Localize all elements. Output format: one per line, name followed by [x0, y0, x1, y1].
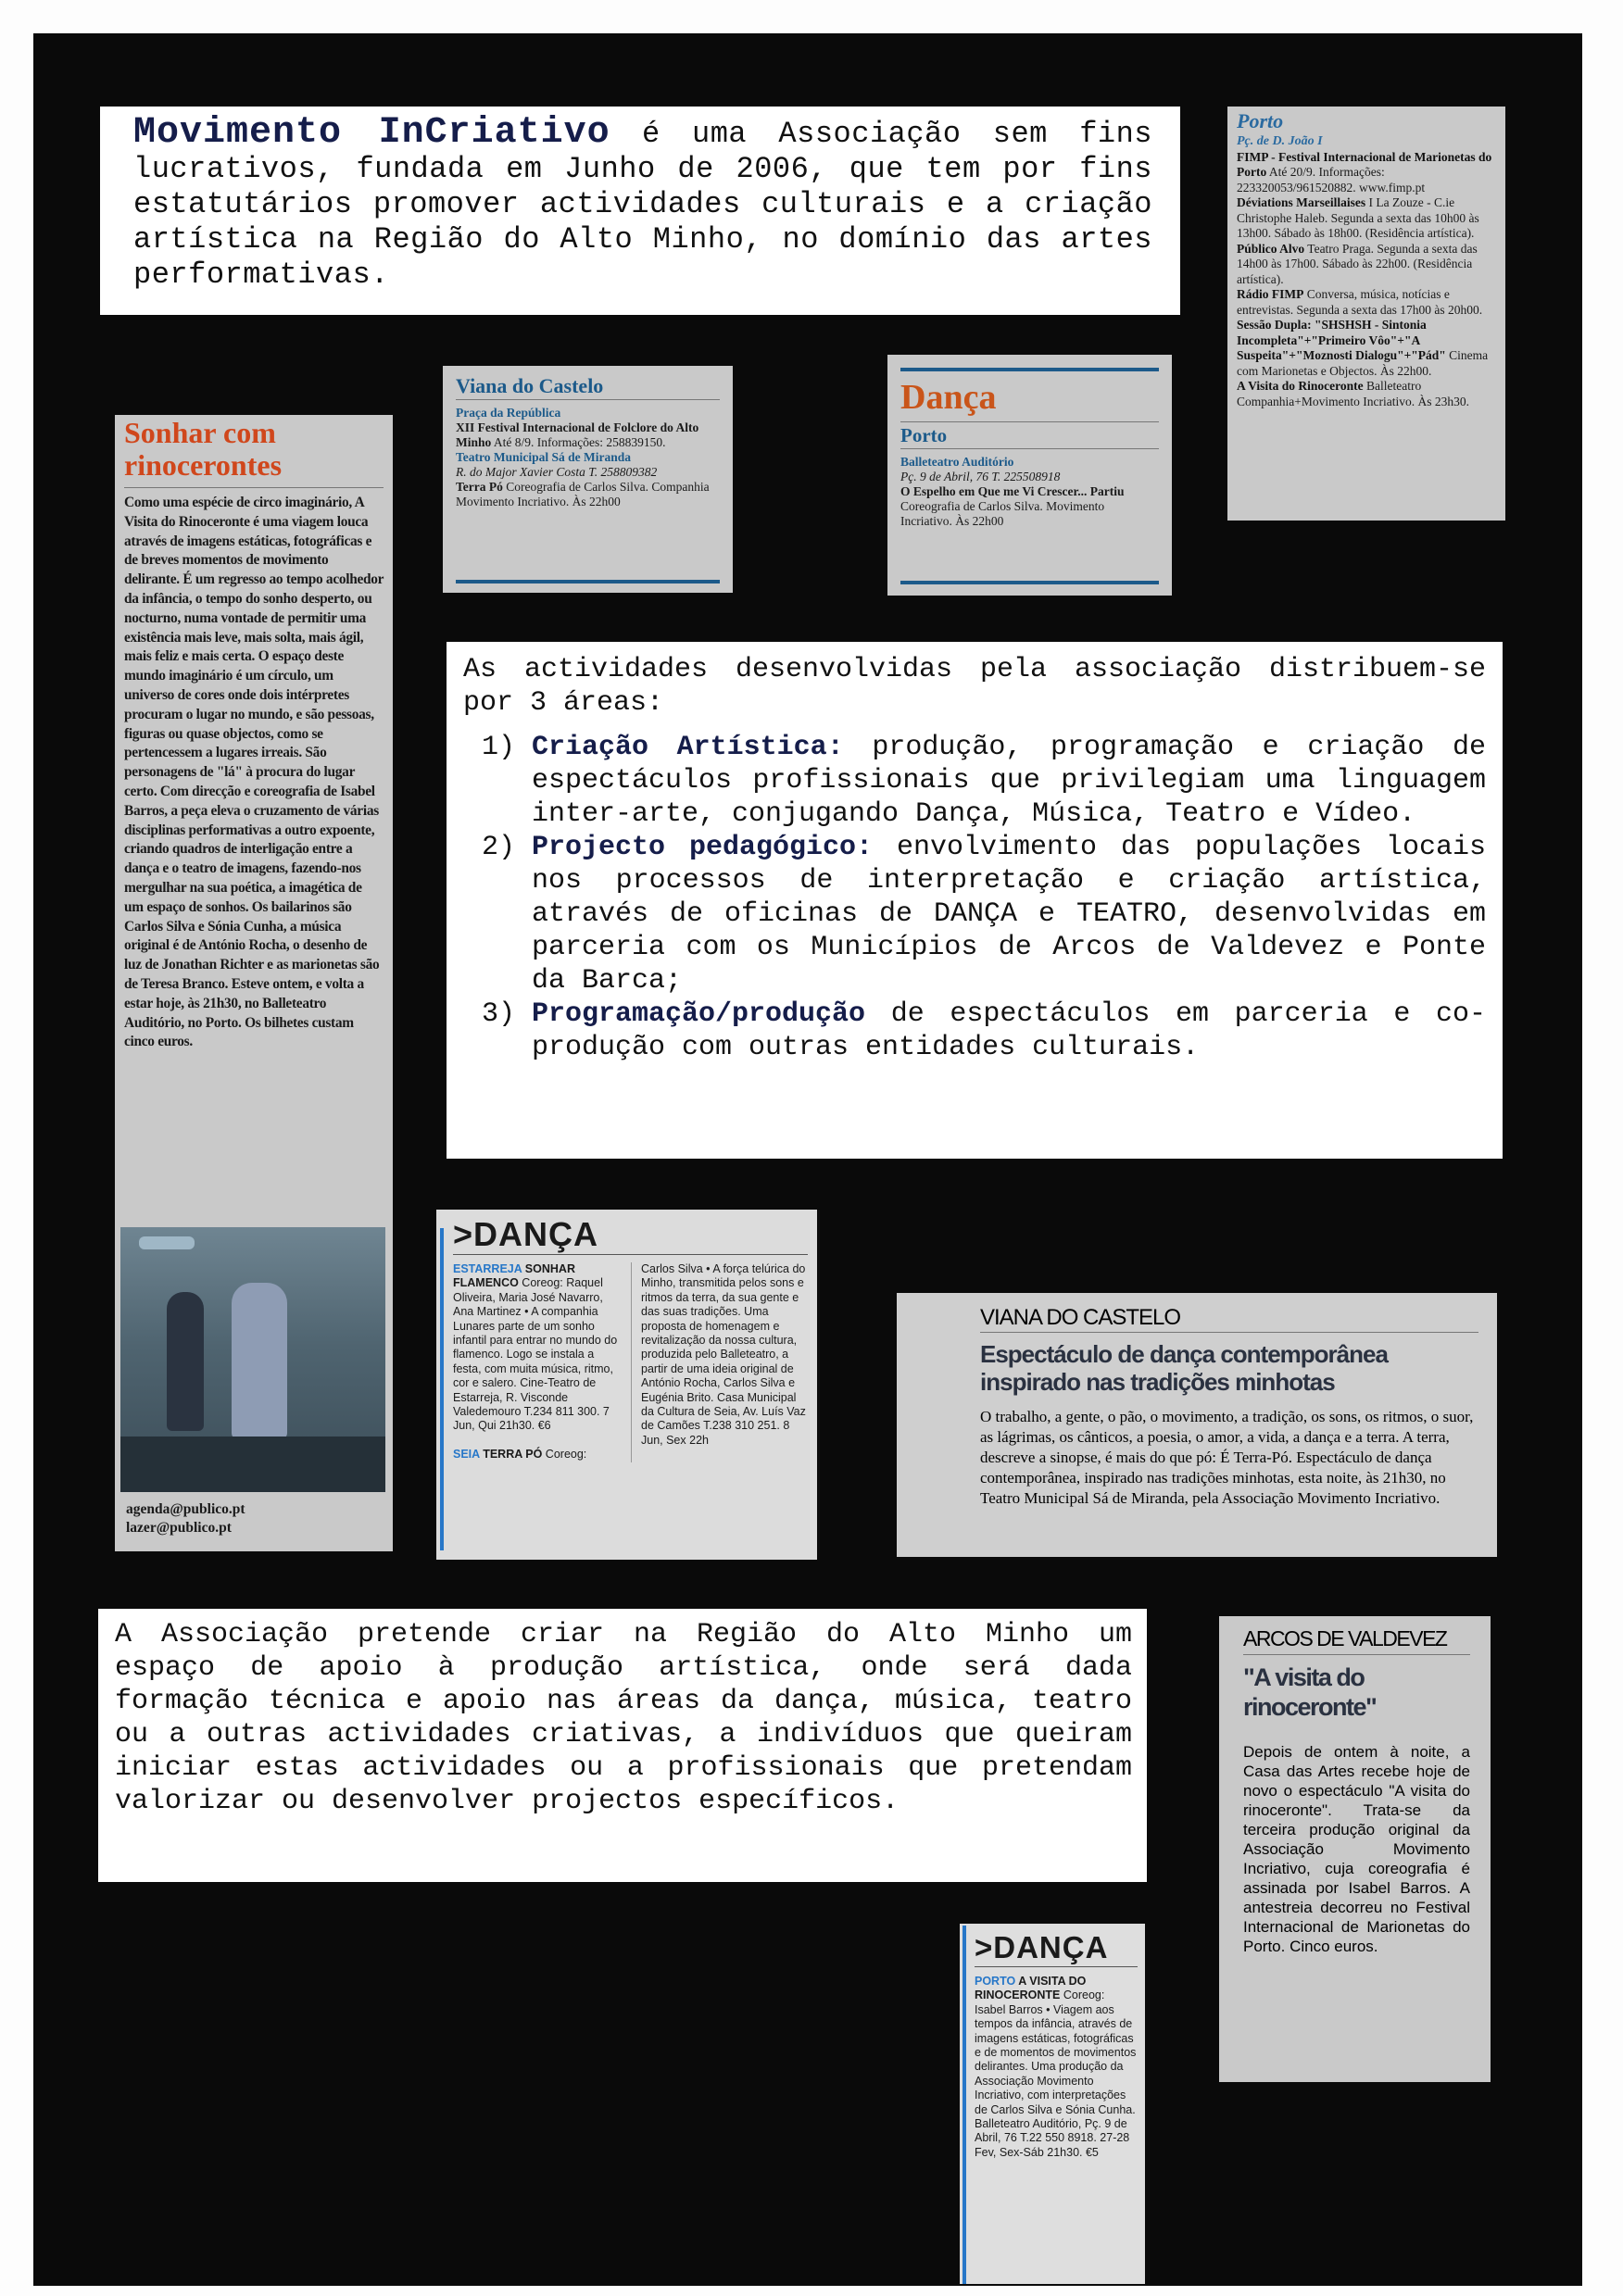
- viana-event1: XII Festival Internacional de Folclore do Alto Minho Até 8/9. Informações: 258839150.: [456, 420, 699, 449]
- danca-heading: Dança: [900, 378, 997, 417]
- porto-entry: FIMP - Festival Internacional de Marionetas do Porto Até 20/9. Informações: 223320053/961520882. www.fimp.pt: [1237, 149, 1492, 194]
- association-text: A Associação pretende criar na Região do Alto Minho um espaço de apoio à produção artística, onde será dada formação técnica e apoio nas áreas da dança, música, teatro ou a outras actividades criativas, a indivíduos que queiram iniciar estas actividades ou a profissionais que pretendam valorizar ou desenvolver projectos específicos.: [115, 1619, 1132, 1817]
- divider-bar: [900, 581, 1159, 584]
- activities-text-block: [447, 642, 1503, 1159]
- danca-mid-col2: Carlos Silva • A força telúrica do Minho, transmitida pelos sons e ritmos da terra, da sua gente e das suas tradições. Uma proposta de homenagem e revitalização da nossa cultura, produzida pelo Balleteatro, a partir de uma ideia original de António Rocha, Carlos Silva e Eugénia Brito. Casa Municipal da Cultura de Seia, Av. Luís Vaz de Camões T.238 310 251. 8 Jun, Sex 22h: [631, 1262, 808, 1462]
- sonhar-article-clipping: [115, 415, 393, 1551]
- arcos-body: Depois de ontem à noite, a Casa das Artes recebe hoje de novo o espectáculo "A visita do rinoceronte". Trata-se da terceira produção original da Associação Movimento Incriativo, cuja coreografia é assinada por Isabel Barros. A antestreia decorreu no Festival Internacional de Marionetas do Porto. Cinco euros.: [1243, 1743, 1470, 1955]
- porto-entry: Sessão Dupla: "SHSHSH - Sintonia Incompleta"+"Primeiro Vôo"+"A Suspeita"+"Moznosti Dialogu"+"Pád" Cinema com Marionetas e Objectos. Às 22h00.: [1237, 318, 1489, 378]
- danca-city: Porto: [900, 421, 1159, 449]
- activity-item: 3) Programação/produção de espectáculos em parceria e co-produção com outras entidades culturais.: [482, 998, 1486, 1063]
- danca-event: O Espelho em Que me Vi Crescer... Partiu Coreografia de Carlos Silva. Movimento Incriativo. Às 22h00: [900, 484, 1125, 528]
- activities-list: [463, 731, 1486, 1064]
- arcos-kicker: ARCOS DE VALDEVEZ: [1243, 1629, 1470, 1655]
- arcos-title: "A visita do rinoceronte": [1243, 1663, 1377, 1721]
- porto-entry: Déviations Marseillaises I La Zouze - C.ie Christophe Haleb. Segunda a sexta das 10h00 às 13h00. Sábado às 18h00. (Residência artística).: [1237, 195, 1479, 240]
- viana-venue2: Teatro Municipal Sá de Miranda: [456, 450, 632, 464]
- danca-mid-clipping: [436, 1210, 817, 1560]
- viana-heading: Viana do Castelo: [456, 373, 720, 400]
- porto-heading: Porto: [1237, 109, 1284, 132]
- activity-item: 2) Projecto pedagógico: envolvimento das populações locais nos processos de interpretação e criação artística, através de oficinas de DANÇA e TEATRO, desenvolvidas em parceria com os Municípios de Arcos de Valdevez e Ponte da Barca;: [482, 832, 1486, 997]
- sonhar-title: Sonhar com rinocerontes: [124, 415, 384, 488]
- activity-item: 1) Criação Artística: produção, programação e criação de espectáculos profissionais que privilegiam uma linguagem inter-arte, conjugando Dança, Música, Teatro e Vídeo.: [482, 732, 1486, 830]
- porto-listing-clipping: [1227, 107, 1505, 521]
- danca-bottom-heading: >DANÇA: [975, 1929, 1138, 1967]
- danca-address: Pç. 9 de Abril, 76 T. 225508918: [900, 470, 1061, 483]
- association-text-block: [98, 1609, 1147, 1882]
- contact-emails: agenda@publico.pt lazer@publico.pt: [126, 1501, 245, 1536]
- org-name: Movimento InCriativo: [133, 112, 610, 154]
- viana-article-clipping: [897, 1293, 1497, 1557]
- sonhar-body: Como uma espécie de circo imaginário, A Visita do Rinoceronte é uma viagem louca através de imagens estáticas, fotográficas e de breves momentos de movimento delirante. É um regresso ao tempo acolhedor da infância, o tempo do sonho desperto, ou nocturno, numa vontade de permitir uma existência mais leve, mais solta, mais ágil, mais feliz e mais certa. O espaço deste mundo imaginário é um círculo, um universo de cores onde dois intérpretes procuram o lugar no mundo, e são pessoas, figuras ou quase objectos, como se pertencessem a lugares irreais. São personagens de "lá" à procura do lugar certo. Com direcção e coreografia de Isabel Barros, a peça eleva o cruzamento de várias disciplinas performativas a outro expoente, criando quadros de interligação entre a dança e o teatro de imagens, fazendo-nos mergulhar na sua poética, a imagética de um espaço de sonhos. Os bailarinos são Carlos Silva e Sónia Cunha, a música original é de António Rocha, o desenho de luz de Jonathan Richter e as marionetas são de Teresa Branco. Esteve ontem, e volta a estar hoje, às 21h30, no Balleteatro Auditório, no Porto. Os bilhetes custam cinco euros.: [124, 495, 384, 1050]
- viana-article-kicker: VIANA DO CASTELO: [980, 1308, 1478, 1333]
- activities-intro: As actividades desenvolvidas pela associação distribuem-se por 3 áreas:: [463, 654, 1486, 719]
- accent-stripe: [440, 1228, 444, 1550]
- viana-venue1: Praça da República: [456, 406, 561, 420]
- porto-entry: A Visita do Rinoceronte Balleteatro Companhia+Movimento Incriativo. Às 23h30.: [1237, 379, 1469, 408]
- porto-entry: Rádio FIMP Conversa, música, notícias e entrevistas. Segunda a sexta das 17h00 às 20h00.: [1237, 287, 1483, 317]
- danca-mid-heading: >DANÇA: [453, 1215, 808, 1255]
- dancers-photo: [120, 1227, 385, 1492]
- danca-bottom-clipping: [960, 1924, 1145, 2284]
- danca-mid-col1: ESTARREJA SONHAR FLAMENCO Coreog: Raquel Oliveira, Maria José Navarro, Ana Martinez • A companhia Lunares parte de um sonho infantil para entrar no mundo do flamenco. Logo se instala a festa, com muita música, ritmo, cor e salero. Cine-Teatro de Estarreja, R. Visconde Valedemouro T.234 811 300. 7 Jun, Qui 21h30. €6 SEIA TERRA PÓ Coreog:: [453, 1262, 618, 1462]
- danca-listing-clipping: [887, 355, 1172, 596]
- intro-text: é uma Associação sem fins lucrativos, fundada em Junho de 2006, que tem por fins estatutários promover actividades culturais e a criação artística na Região do Alto Minho, no domínio das artes performativas.: [133, 117, 1153, 292]
- viana-event2: Terra Pó Coreografia de Carlos Silva. Companhia Movimento Incriativo. Às 22h00: [456, 480, 710, 508]
- porto-venue: Pç. de D. João I: [1237, 134, 1323, 148]
- arcos-article-clipping: [1219, 1616, 1491, 2082]
- divider-bar: [900, 368, 1159, 371]
- viana-article-title: Espectáculo de dança contemporânea inspirado nas tradições minhotas: [980, 1340, 1388, 1396]
- accent-stripe: [962, 1926, 966, 2284]
- intro-text-block: [100, 107, 1180, 315]
- danca-bottom-entry: PORTO A VISITA DO RINOCERONTE Coreog: Isabel Barros • Viagem aos tempos da infância, através de imagens estáticas, fotográficas e de momentos de movimentos delirantes. Uma produção da Associação Movimento Incriativo, com interpretações de Carlos Silva e Sónia Cunha. Balleteatro Auditório, Pç. 9 de Abril, 76 T.22 550 8918. 27-28 Fev, Sex-Sáb 21h30. €5: [975, 1975, 1137, 2159]
- viana-venue2-address: R. do Major Xavier Costa T. 258809382: [456, 465, 658, 479]
- danca-venue: Balleteatro Auditório: [900, 455, 1014, 469]
- viana-article-body: O trabalho, a gente, o pão, o movimento, a tradição, os sons, os ritmos, o suor, as lágrimas, os cânticos, a poesia, o amor, a vida, a dança e a terra. A terra, descreve a sinopse, é mais do que pó: É Terra-Pó. Espectáculo de dança contemporânea, inspirado nas tradições minhotas, esta noite, às 21h30, no Teatro Municipal Sá de Miranda, pela Associação Movimento Incriativo.: [980, 1408, 1474, 1507]
- viana-listing-clipping: [443, 366, 733, 593]
- divider-bar: [456, 580, 720, 583]
- porto-entry: Público Alvo Teatro Praga. Segunda a sexta das 14h00 às 17h00. Sábado às 22h00. (Residência artística).: [1237, 241, 1478, 286]
